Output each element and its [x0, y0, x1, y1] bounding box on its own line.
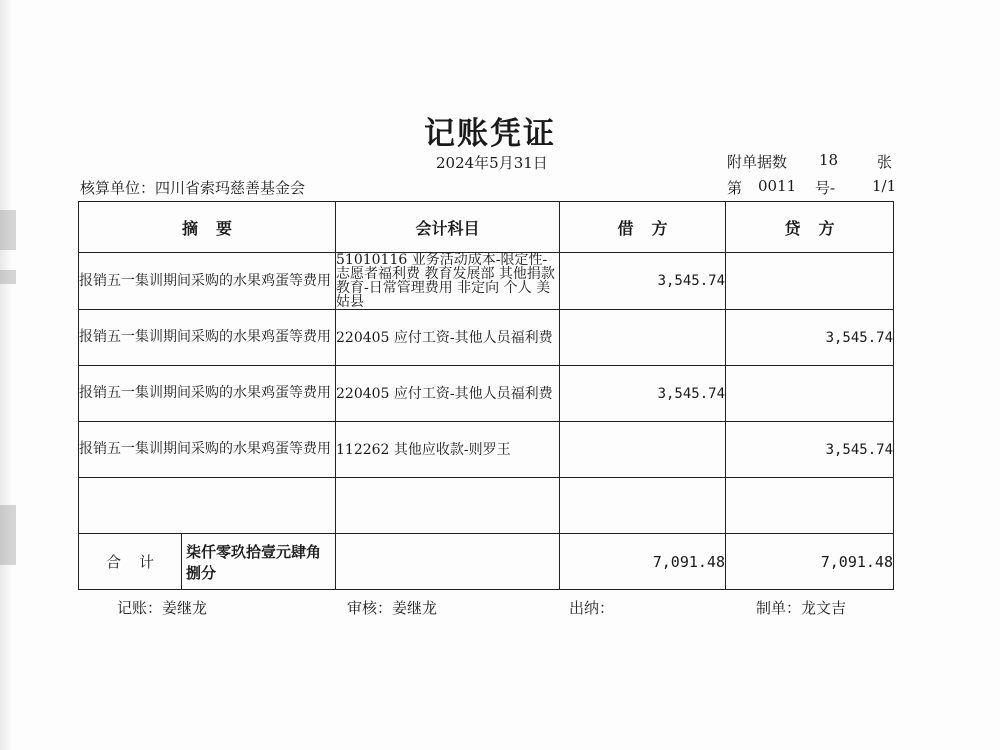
empty-cell — [336, 478, 560, 534]
table-total-row — [79, 534, 894, 590]
voucher-table — [78, 201, 894, 590]
header-account: 会计科目 — [336, 202, 560, 253]
row-debit — [560, 310, 726, 366]
table-header-row — [79, 202, 894, 253]
row-credit — [726, 253, 894, 310]
header-debit: 借方 — [560, 202, 726, 253]
total-spacer — [336, 534, 560, 590]
total-credit: 7,091.48 — [726, 534, 894, 590]
attachments-count: 18 — [819, 151, 839, 169]
voucher-title: 记账凭证 — [424, 116, 556, 152]
voucher-no-value: 0011 — [758, 177, 797, 195]
cashier-signature: 出纳： — [569, 599, 615, 617]
table-row — [79, 253, 894, 310]
preparer-signature: 制单：龙文吉 — [756, 599, 847, 617]
row-account: 220405 应付工资-其他人员福利费 — [336, 366, 560, 422]
row-summary: 报销五一集训期间采购的水果鸡蛋等费用 — [79, 366, 336, 422]
voucher-page-count: 1/1 — [872, 177, 897, 195]
row-debit: 3,545.74 — [560, 366, 726, 422]
row-credit: 3,545.74 — [726, 422, 894, 478]
row-account: 112262 其他应收款-则罗王 — [336, 422, 560, 478]
table-row — [79, 422, 894, 478]
bookkeeper-signature: 记账：姜继龙 — [117, 599, 208, 617]
total-amount-words: 柒仟零玖拾壹元肆角捌分 — [186, 542, 322, 582]
scan-smudge — [0, 270, 16, 284]
voucher-no-suffix: 号- — [815, 179, 836, 197]
table-row — [79, 366, 894, 422]
scan-smudge — [0, 505, 16, 565]
accounting-unit: 核算单位：四川省索玛慈善基金会 — [80, 179, 306, 197]
row-summary: 报销五一集训期间采购的水果鸡蛋等费用 — [79, 422, 336, 478]
empty-cell — [726, 478, 894, 534]
row-debit: 3,545.74 — [560, 253, 726, 310]
row-credit — [726, 366, 894, 422]
total-cell — [79, 534, 336, 590]
row-account: 220405 应付工资-其他人员福利费 — [336, 310, 560, 366]
attachments-label: 附单据数 — [727, 153, 788, 171]
row-credit: 3,545.74 — [726, 310, 894, 366]
row-summary: 报销五一集训期间采购的水果鸡蛋等费用 — [79, 253, 336, 310]
row-summary: 报销五一集训期间采购的水果鸡蛋等费用 — [79, 310, 336, 366]
table-row-empty — [79, 478, 894, 534]
scan-smudge — [0, 210, 16, 250]
row-debit — [560, 422, 726, 478]
voucher-no-prefix: 第 — [727, 179, 743, 197]
empty-cell — [79, 478, 336, 534]
total-debit: 7,091.48 — [560, 534, 726, 590]
voucher-number — [727, 177, 897, 198]
attachments-info — [727, 151, 893, 172]
empty-cell — [560, 478, 726, 534]
attachments-unit: 张 — [877, 153, 893, 171]
reviewer-signature: 审核：姜继龙 — [347, 599, 438, 617]
voucher-date: 2024年5月31日 — [436, 154, 548, 172]
header-credit: 贷方 — [726, 202, 894, 253]
table-row — [79, 310, 894, 366]
header-summary: 摘要 — [79, 202, 336, 253]
row-account: 51010116 业务活动成本-限定性-志愿者福利费 教育发展部 其他捐款 教育-日常管理费用 非定向 个人 美姑县 — [336, 253, 560, 310]
total-label: 合计 — [79, 534, 182, 589]
